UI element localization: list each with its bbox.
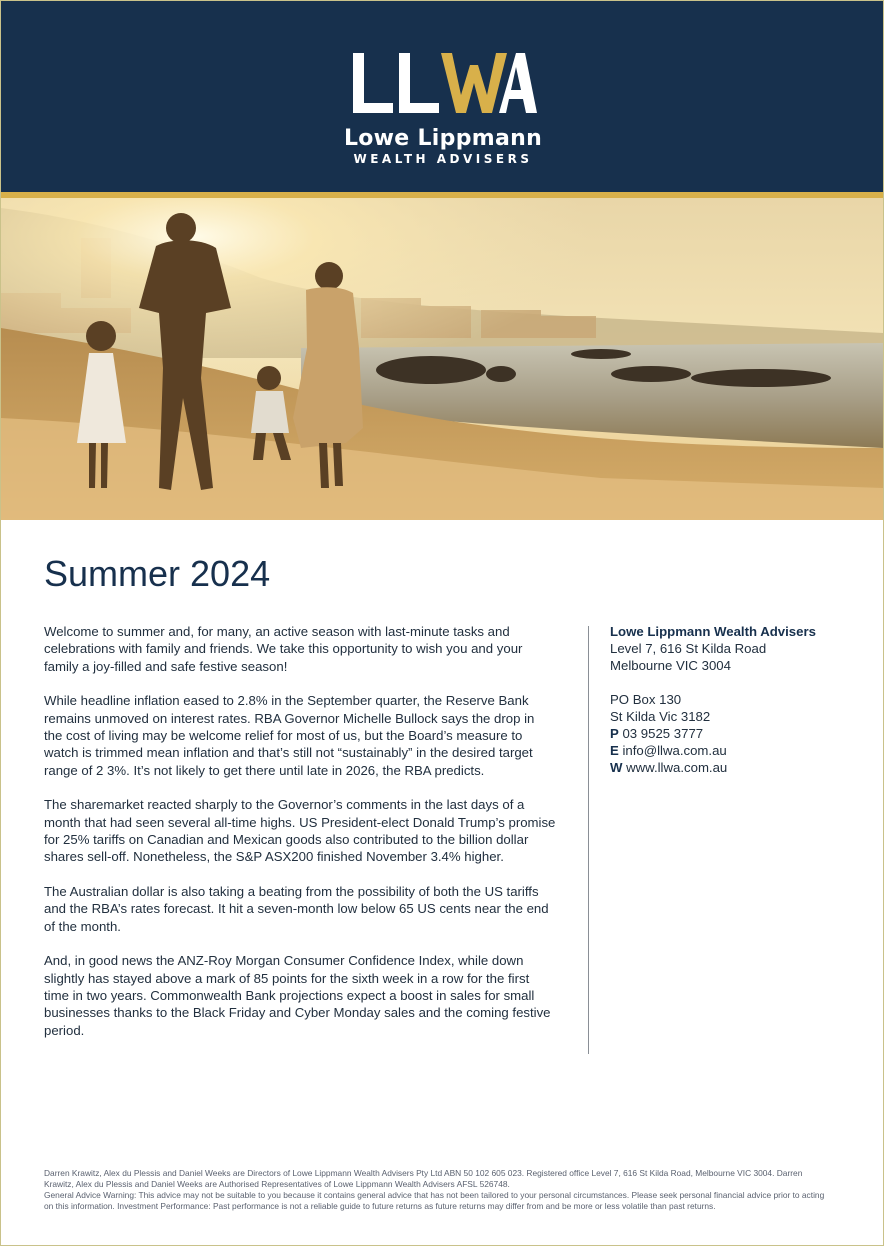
- contact-web-link[interactable]: www.llwa.com.au: [626, 760, 728, 775]
- contact-web-row: [610, 759, 860, 776]
- contact-email-label: E: [610, 743, 619, 758]
- llwa-logo-icon: [349, 51, 537, 115]
- contact-po-suburb: St Kilda Vic 3182: [610, 709, 711, 724]
- logo-company-name: Lowe Lippmann: [343, 126, 543, 151]
- footer-disclaimer: [44, 1168, 834, 1212]
- contact-email-row: [610, 742, 860, 759]
- contact-phone-label: P: [610, 726, 619, 741]
- logo-company-sub: WEALTH ADVISERS: [353, 152, 533, 166]
- article-paragraph: The Australian dollar is also taking a beating from the possibility of both the US tariffs and the RBA’s rates forecast. It hit a seven-month low below 65 US cents near the end of the month.: [44, 883, 549, 934]
- footer-directors-text: Darren Krawitz, Alex du Plessis and Daniel Weeks are Directors of Lowe Lippmann Wealth Advisers Pty Ltd ABN 50 102 605 023. Registered office Level 7, 616 St Kilda Road, Melbourne VIC 3004. Darren Krawitz, Alex du Plessis and Daniel Weeks are Authorised Representatives of Lowe Lippmann Wealth Advisers AFSL 526748.: [44, 1168, 803, 1189]
- contact-phone-row: [610, 725, 860, 742]
- contact-block: [610, 623, 860, 776]
- beach-family-photo-icon: [1, 198, 883, 520]
- llwa-logo: [341, 51, 545, 171]
- article-paragraph: While headline inflation eased to 2.8% in the September quarter, the Reserve Bank remains unmoved on interest rates. RBA Governor Michelle Bullock says the drop in the cost of living may be welcome relief for most of us, but the Board’s measure to watch is trimmed mean inflation and that’s still not “sustainably” in the desired target range of 2 3%. It’s not likely to get there until late in 2026, the RBA predicts.: [44, 693, 535, 778]
- article-paragraph: And, in good news the ANZ-Roy Morgan Consumer Confidence Index, while down slightly has stayed above a mark of 85 points for the sixth week in a row for the first time in two years. Commonwealth Bank projections expect a boost in sales for small businesses thanks to the Black Friday and Cyber Monday sales and the coming festive period.: [44, 953, 551, 1038]
- article-paragraph: Welcome to summer and, for many, an active season with last-minute tasks and celebrations with family and friends. We take this opportunity to wish you and your family a joy-filled and safe festive season!: [44, 624, 523, 674]
- article-body: [44, 623, 556, 1056]
- contact-po-box: PO Box 130: [610, 692, 682, 707]
- contact-phone[interactable]: 03 9525 3777: [622, 726, 704, 741]
- contact-address-line2: Melbourne VIC 3004: [610, 658, 731, 673]
- contact-web-label: W: [610, 760, 623, 775]
- contact-email-link[interactable]: info@llwa.com.au: [622, 743, 727, 758]
- column-divider: [588, 626, 589, 1054]
- contact-address-line1: Level 7, 616 St Kilda Road: [610, 641, 767, 656]
- header-banner: [1, 1, 883, 192]
- page-title: Summer 2024: [44, 553, 271, 594]
- footer-warning-text: General Advice Warning: This advice may not be suitable to you because it contains general advice that has not been tailored to your personal circumstances. Please seek personal financial advice prior to acting on this information. Investment Performance: Past performance is not a reliable guide to future returns as future returns may differ from and be more or less volatile than past returns.: [44, 1190, 825, 1211]
- article-paragraph: The sharemarket reacted sharply to the Governor’s comments in the last days of a month that had seen several all-time highs. US President-elect Donald Trump’s promise for 25% tariffs on Canadian and Mexican goods also contributed to the billion dollar shares sell-off. Nonetheless, the S&P ASX200 finished November 3.4% higher.: [44, 797, 556, 865]
- hero-beach-image: [1, 198, 883, 520]
- contact-company: Lowe Lippmann Wealth Advisers: [610, 624, 816, 639]
